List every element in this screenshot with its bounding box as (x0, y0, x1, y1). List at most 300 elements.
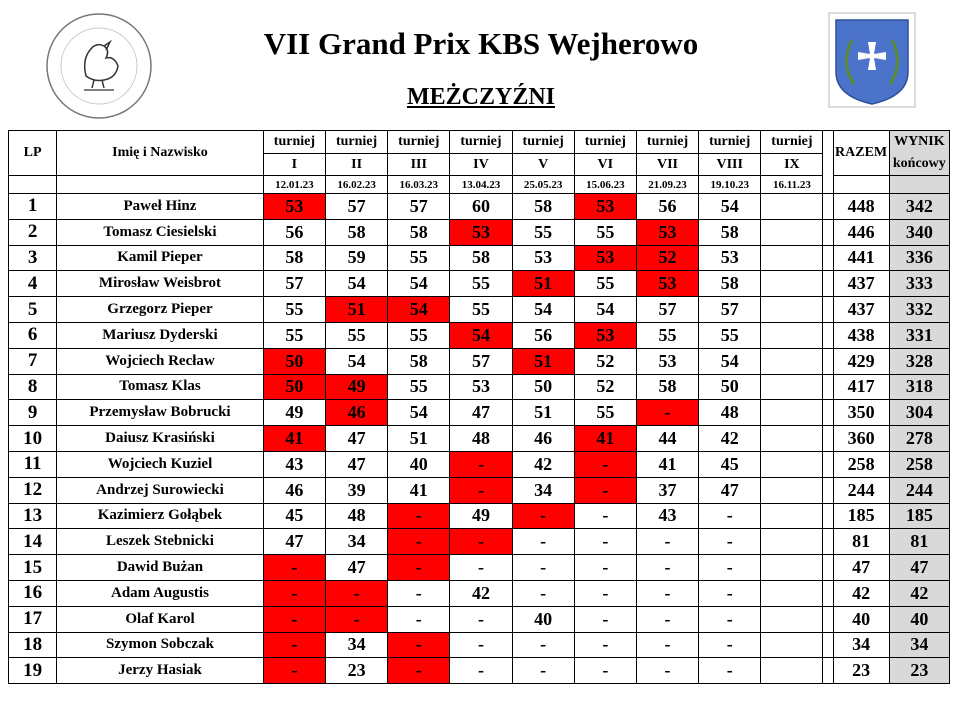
row-lp: 6 (9, 322, 57, 348)
row-lp: 2 (9, 219, 57, 245)
column-gap (823, 503, 833, 529)
score-cell-discarded: - (263, 658, 325, 684)
header-date: 13.04.23 (450, 176, 512, 194)
score-cell (761, 297, 823, 323)
column-gap (823, 194, 833, 220)
row-lp: 10 (9, 426, 57, 452)
row-razem: 448 (833, 194, 889, 220)
row-razem: 350 (833, 400, 889, 426)
row-razem: 185 (833, 503, 889, 529)
row-name: Tomasz Klas (57, 374, 264, 400)
score-cell: 54 (699, 194, 761, 220)
score-cell-discarded: 49 (325, 374, 387, 400)
score-cell-discarded: - (325, 606, 387, 632)
score-cell-discarded: 41 (574, 426, 636, 452)
header-round: I (263, 154, 325, 176)
score-cell: 42 (512, 451, 574, 477)
score-cell: 40 (388, 451, 450, 477)
score-cell: 53 (450, 374, 512, 400)
score-cell: 45 (699, 451, 761, 477)
score-cell: 57 (636, 297, 698, 323)
score-cell: 56 (636, 194, 698, 220)
score-cell-discarded: 53 (263, 194, 325, 220)
column-gap (823, 245, 833, 271)
header-turniej: turniej (761, 131, 823, 154)
row-name: Paweł Hinz (57, 194, 264, 220)
row-lp: 11 (9, 451, 57, 477)
row-lp: 9 (9, 400, 57, 426)
score-cell: - (450, 555, 512, 581)
row-wynik: 258 (889, 451, 949, 477)
header-date: 15.06.23 (574, 176, 636, 194)
column-gap (823, 477, 833, 503)
row-name: Tomasz Ciesielski (57, 219, 264, 245)
score-cell: - (699, 529, 761, 555)
header-turniej: turniej (699, 131, 761, 154)
score-cell (761, 658, 823, 684)
score-cell: 58 (512, 194, 574, 220)
score-cell: - (636, 529, 698, 555)
table-row (9, 271, 950, 297)
score-cell: 54 (512, 297, 574, 323)
table-row (9, 529, 950, 555)
table-row (9, 322, 950, 348)
row-name: Kazimierz Gołąbek (57, 503, 264, 529)
score-cell: 54 (325, 271, 387, 297)
row-razem: 81 (833, 529, 889, 555)
row-name: Szymon Sobczak (57, 632, 264, 658)
score-cell: - (636, 658, 698, 684)
header-date: 16.11.23 (761, 176, 823, 194)
header-turniej: turniej (574, 131, 636, 154)
score-cell: 55 (450, 271, 512, 297)
row-lp: 5 (9, 297, 57, 323)
score-cell: 49 (263, 400, 325, 426)
row-wynik: 340 (889, 219, 949, 245)
header-date: 16.03.23 (388, 176, 450, 194)
row-wynik: 332 (889, 297, 949, 323)
row-razem: 34 (833, 632, 889, 658)
header-turniej: turniej (263, 131, 325, 154)
score-cell: - (574, 503, 636, 529)
score-cell: - (512, 658, 574, 684)
score-cell: 55 (574, 219, 636, 245)
column-gap (823, 219, 833, 245)
score-cell: 56 (263, 219, 325, 245)
table-row (9, 400, 950, 426)
column-gap (823, 297, 833, 323)
score-cell: 60 (450, 194, 512, 220)
header-round: II (325, 154, 387, 176)
table-row (9, 219, 950, 245)
column-gap (823, 322, 833, 348)
row-name: Leszek Stebnicki (57, 529, 264, 555)
score-cell: 50 (699, 374, 761, 400)
score-cell: 44 (636, 426, 698, 452)
row-lp: 7 (9, 348, 57, 374)
score-cell (761, 451, 823, 477)
page-title: VII Grand Prix KBS Wejherowo (263, 26, 699, 61)
score-cell (761, 632, 823, 658)
row-wynik: 278 (889, 426, 949, 452)
table-row (9, 374, 950, 400)
score-cell: - (512, 580, 574, 606)
header-row-tournament (9, 131, 950, 154)
header-round: IX (761, 154, 823, 176)
score-cell-discarded: - (512, 503, 574, 529)
header-round: VIII (699, 154, 761, 176)
header-turniej: turniej (512, 131, 574, 154)
score-cell (761, 271, 823, 297)
score-cell (761, 374, 823, 400)
score-cell: - (574, 658, 636, 684)
column-gap (823, 580, 833, 606)
row-wynik: 336 (889, 245, 949, 271)
score-cell: - (574, 529, 636, 555)
row-razem: 438 (833, 322, 889, 348)
score-cell: 46 (512, 426, 574, 452)
score-cell: 47 (263, 529, 325, 555)
header-round: V (512, 154, 574, 176)
score-cell: - (699, 632, 761, 658)
score-cell-discarded: 53 (574, 245, 636, 271)
header-round: IV (450, 154, 512, 176)
score-cell: 58 (388, 348, 450, 374)
row-wynik: 318 (889, 374, 949, 400)
column-gap (823, 348, 833, 374)
score-cell: 55 (388, 245, 450, 271)
row-razem: 258 (833, 451, 889, 477)
score-cell-discarded: - (263, 580, 325, 606)
score-cell: - (699, 606, 761, 632)
column-gap (823, 529, 833, 555)
table-row (9, 658, 950, 684)
row-name: Grzegorz Pieper (57, 297, 264, 323)
score-cell (761, 245, 823, 271)
score-cell (761, 400, 823, 426)
score-cell-discarded: 53 (450, 219, 512, 245)
score-cell: 55 (263, 297, 325, 323)
score-cell: 49 (450, 503, 512, 529)
score-cell: 52 (574, 348, 636, 374)
row-wynik: 328 (889, 348, 949, 374)
score-cell: 51 (512, 400, 574, 426)
score-cell: 57 (388, 194, 450, 220)
column-gap (823, 658, 833, 684)
score-cell: 53 (636, 348, 698, 374)
header-turniej: turniej (450, 131, 512, 154)
row-name: Dawid Bużan (57, 555, 264, 581)
header-turniej: turniej (325, 131, 387, 154)
column-gap (823, 426, 833, 452)
score-cell: 55 (325, 322, 387, 348)
score-cell: 42 (699, 426, 761, 452)
row-razem: 429 (833, 348, 889, 374)
score-cell: 48 (325, 503, 387, 529)
score-cell: - (574, 555, 636, 581)
score-cell (761, 194, 823, 220)
score-cell: 54 (388, 271, 450, 297)
score-cell-discarded: - (450, 529, 512, 555)
table-row (9, 580, 950, 606)
column-gap (823, 555, 833, 581)
row-wynik: 42 (889, 580, 949, 606)
row-lp: 18 (9, 632, 57, 658)
score-cell: 43 (636, 503, 698, 529)
header-date: 25.05.23 (512, 176, 574, 194)
row-lp: 14 (9, 529, 57, 555)
row-razem: 446 (833, 219, 889, 245)
score-cell-discarded: 53 (636, 271, 698, 297)
score-cell-discarded: 54 (388, 297, 450, 323)
score-cell: - (699, 658, 761, 684)
score-cell: 47 (325, 426, 387, 452)
header-date: 16.02.23 (325, 176, 387, 194)
score-cell: 58 (699, 271, 761, 297)
row-lp: 19 (9, 658, 57, 684)
row-wynik: 244 (889, 477, 949, 503)
row-razem: 42 (833, 580, 889, 606)
row-name: Mirosław Weisbrot (57, 271, 264, 297)
row-name: Adam Augustis (57, 580, 264, 606)
header-turniej: turniej (636, 131, 698, 154)
score-cell-discarded: - (574, 451, 636, 477)
row-lp: 17 (9, 606, 57, 632)
score-cell: - (636, 632, 698, 658)
score-cell: 41 (388, 477, 450, 503)
table-row (9, 451, 950, 477)
score-cell-discarded: - (574, 477, 636, 503)
score-cell-discarded: - (263, 555, 325, 581)
score-cell: 55 (388, 374, 450, 400)
score-cell: - (388, 606, 450, 632)
header-date-lp-blank (9, 176, 57, 194)
score-cell: 47 (450, 400, 512, 426)
results-body (9, 194, 950, 684)
row-name: Wojciech Recław (57, 348, 264, 374)
score-cell-discarded: - (450, 451, 512, 477)
score-cell: 46 (263, 477, 325, 503)
header-date-name-blank (57, 176, 264, 194)
score-cell: 45 (263, 503, 325, 529)
row-wynik: 34 (889, 632, 949, 658)
score-cell: - (450, 658, 512, 684)
header-round: VI (574, 154, 636, 176)
score-cell-discarded: - (388, 555, 450, 581)
score-cell: 39 (325, 477, 387, 503)
column-gap (823, 374, 833, 400)
score-cell-discarded: - (450, 477, 512, 503)
column-gap (823, 400, 833, 426)
score-cell: - (699, 580, 761, 606)
column-gap (823, 606, 833, 632)
score-cell: 47 (699, 477, 761, 503)
score-cell: 47 (325, 555, 387, 581)
score-cell: - (574, 632, 636, 658)
row-razem: 244 (833, 477, 889, 503)
score-cell (761, 503, 823, 529)
row-name: Andrzej Surowiecki (57, 477, 264, 503)
table-row (9, 348, 950, 374)
row-razem: 437 (833, 271, 889, 297)
header-wynik-line2: końcowy (892, 156, 946, 171)
score-cell-discarded: 53 (574, 194, 636, 220)
row-name: Olaf Karol (57, 606, 264, 632)
score-cell: 55 (636, 322, 698, 348)
table-row (9, 297, 950, 323)
score-cell-discarded: - (388, 503, 450, 529)
header-razem: RAZEM (833, 131, 889, 176)
table-row (9, 503, 950, 529)
score-cell: 55 (263, 322, 325, 348)
score-cell: - (450, 606, 512, 632)
row-wynik: 23 (889, 658, 949, 684)
header-row-dates (9, 176, 950, 194)
score-cell-discarded: - (388, 632, 450, 658)
score-cell: 52 (574, 374, 636, 400)
header-date-razem-blank (833, 176, 889, 194)
header-round: III (388, 154, 450, 176)
score-cell-discarded: - (636, 400, 698, 426)
row-lp: 3 (9, 245, 57, 271)
score-cell-discarded: 53 (636, 219, 698, 245)
score-cell: 48 (450, 426, 512, 452)
score-cell: 43 (263, 451, 325, 477)
row-lp: 13 (9, 503, 57, 529)
score-cell: 58 (325, 219, 387, 245)
row-name: Kamil Pieper (57, 245, 264, 271)
row-wynik: 342 (889, 194, 949, 220)
score-cell: 53 (512, 245, 574, 271)
row-name: Daiusz Krasiński (57, 426, 264, 452)
row-lp: 16 (9, 580, 57, 606)
table-row (9, 426, 950, 452)
score-cell: 55 (699, 322, 761, 348)
table-row (9, 606, 950, 632)
score-cell: 57 (699, 297, 761, 323)
score-cell: - (512, 632, 574, 658)
score-cell: 54 (699, 348, 761, 374)
score-cell: 50 (512, 374, 574, 400)
row-razem: 417 (833, 374, 889, 400)
score-cell (761, 529, 823, 555)
row-razem: 360 (833, 426, 889, 452)
score-cell: 58 (263, 245, 325, 271)
score-cell: 58 (388, 219, 450, 245)
row-wynik: 81 (889, 529, 949, 555)
header-round: VII (636, 154, 698, 176)
score-cell: - (699, 555, 761, 581)
score-cell (761, 580, 823, 606)
score-cell (761, 348, 823, 374)
score-cell-discarded: 50 (263, 348, 325, 374)
header-name: Imię i Nazwisko (57, 131, 264, 176)
score-cell-discarded: - (325, 580, 387, 606)
row-razem: 23 (833, 658, 889, 684)
column-gap (823, 131, 833, 194)
column-gap (823, 451, 833, 477)
score-cell: - (636, 580, 698, 606)
score-cell: 58 (699, 219, 761, 245)
row-lp: 12 (9, 477, 57, 503)
score-cell: 55 (512, 219, 574, 245)
row-lp: 1 (9, 194, 57, 220)
score-cell: 34 (512, 477, 574, 503)
row-lp: 15 (9, 555, 57, 581)
score-cell: 23 (325, 658, 387, 684)
score-cell: 54 (388, 400, 450, 426)
score-cell-discarded: 51 (512, 348, 574, 374)
score-cell: 59 (325, 245, 387, 271)
row-wynik: 40 (889, 606, 949, 632)
row-razem: 40 (833, 606, 889, 632)
score-cell: 34 (325, 529, 387, 555)
score-cell: - (512, 555, 574, 581)
header-wynik (889, 131, 949, 176)
row-razem: 441 (833, 245, 889, 271)
score-cell: 42 (450, 580, 512, 606)
score-cell: 54 (325, 348, 387, 374)
row-name: Mariusz Dyderski (57, 322, 264, 348)
table-row (9, 194, 950, 220)
header-date: 12.01.23 (263, 176, 325, 194)
row-razem: 47 (833, 555, 889, 581)
header-date: 19.10.23 (699, 176, 761, 194)
score-cell: - (388, 580, 450, 606)
score-cell: 57 (450, 348, 512, 374)
header-turniej: turniej (388, 131, 450, 154)
table-row (9, 555, 950, 581)
score-cell: 55 (574, 271, 636, 297)
score-cell: 51 (388, 426, 450, 452)
row-name: Wojciech Kuziel (57, 451, 264, 477)
score-cell: 40 (512, 606, 574, 632)
score-cell-discarded: - (263, 632, 325, 658)
score-cell: - (574, 580, 636, 606)
score-cell-discarded: 46 (325, 400, 387, 426)
header-lp: LP (9, 131, 57, 176)
row-razem: 437 (833, 297, 889, 323)
score-cell: 57 (325, 194, 387, 220)
results-table (8, 130, 950, 684)
score-cell: 58 (450, 245, 512, 271)
row-wynik: 331 (889, 322, 949, 348)
row-lp: 4 (9, 271, 57, 297)
score-cell: 47 (325, 451, 387, 477)
score-cell (761, 322, 823, 348)
score-cell (761, 477, 823, 503)
score-cell: - (636, 606, 698, 632)
score-cell-discarded: 51 (325, 297, 387, 323)
score-cell: 53 (699, 245, 761, 271)
row-name: Przemysław Bobrucki (57, 400, 264, 426)
score-cell: 56 (512, 322, 574, 348)
score-cell-discarded: 51 (512, 271, 574, 297)
header-date: 21.09.23 (636, 176, 698, 194)
score-cell-discarded: 54 (450, 322, 512, 348)
column-gap (823, 632, 833, 658)
score-cell-discarded: 53 (574, 322, 636, 348)
score-cell: 57 (263, 271, 325, 297)
score-cell: 55 (450, 297, 512, 323)
score-cell: 41 (636, 451, 698, 477)
score-cell: 37 (636, 477, 698, 503)
header-wynik-line1: WYNIK (894, 134, 945, 149)
score-cell: 55 (388, 322, 450, 348)
score-cell (761, 219, 823, 245)
score-cell: 55 (574, 400, 636, 426)
score-cell-discarded: 41 (263, 426, 325, 452)
